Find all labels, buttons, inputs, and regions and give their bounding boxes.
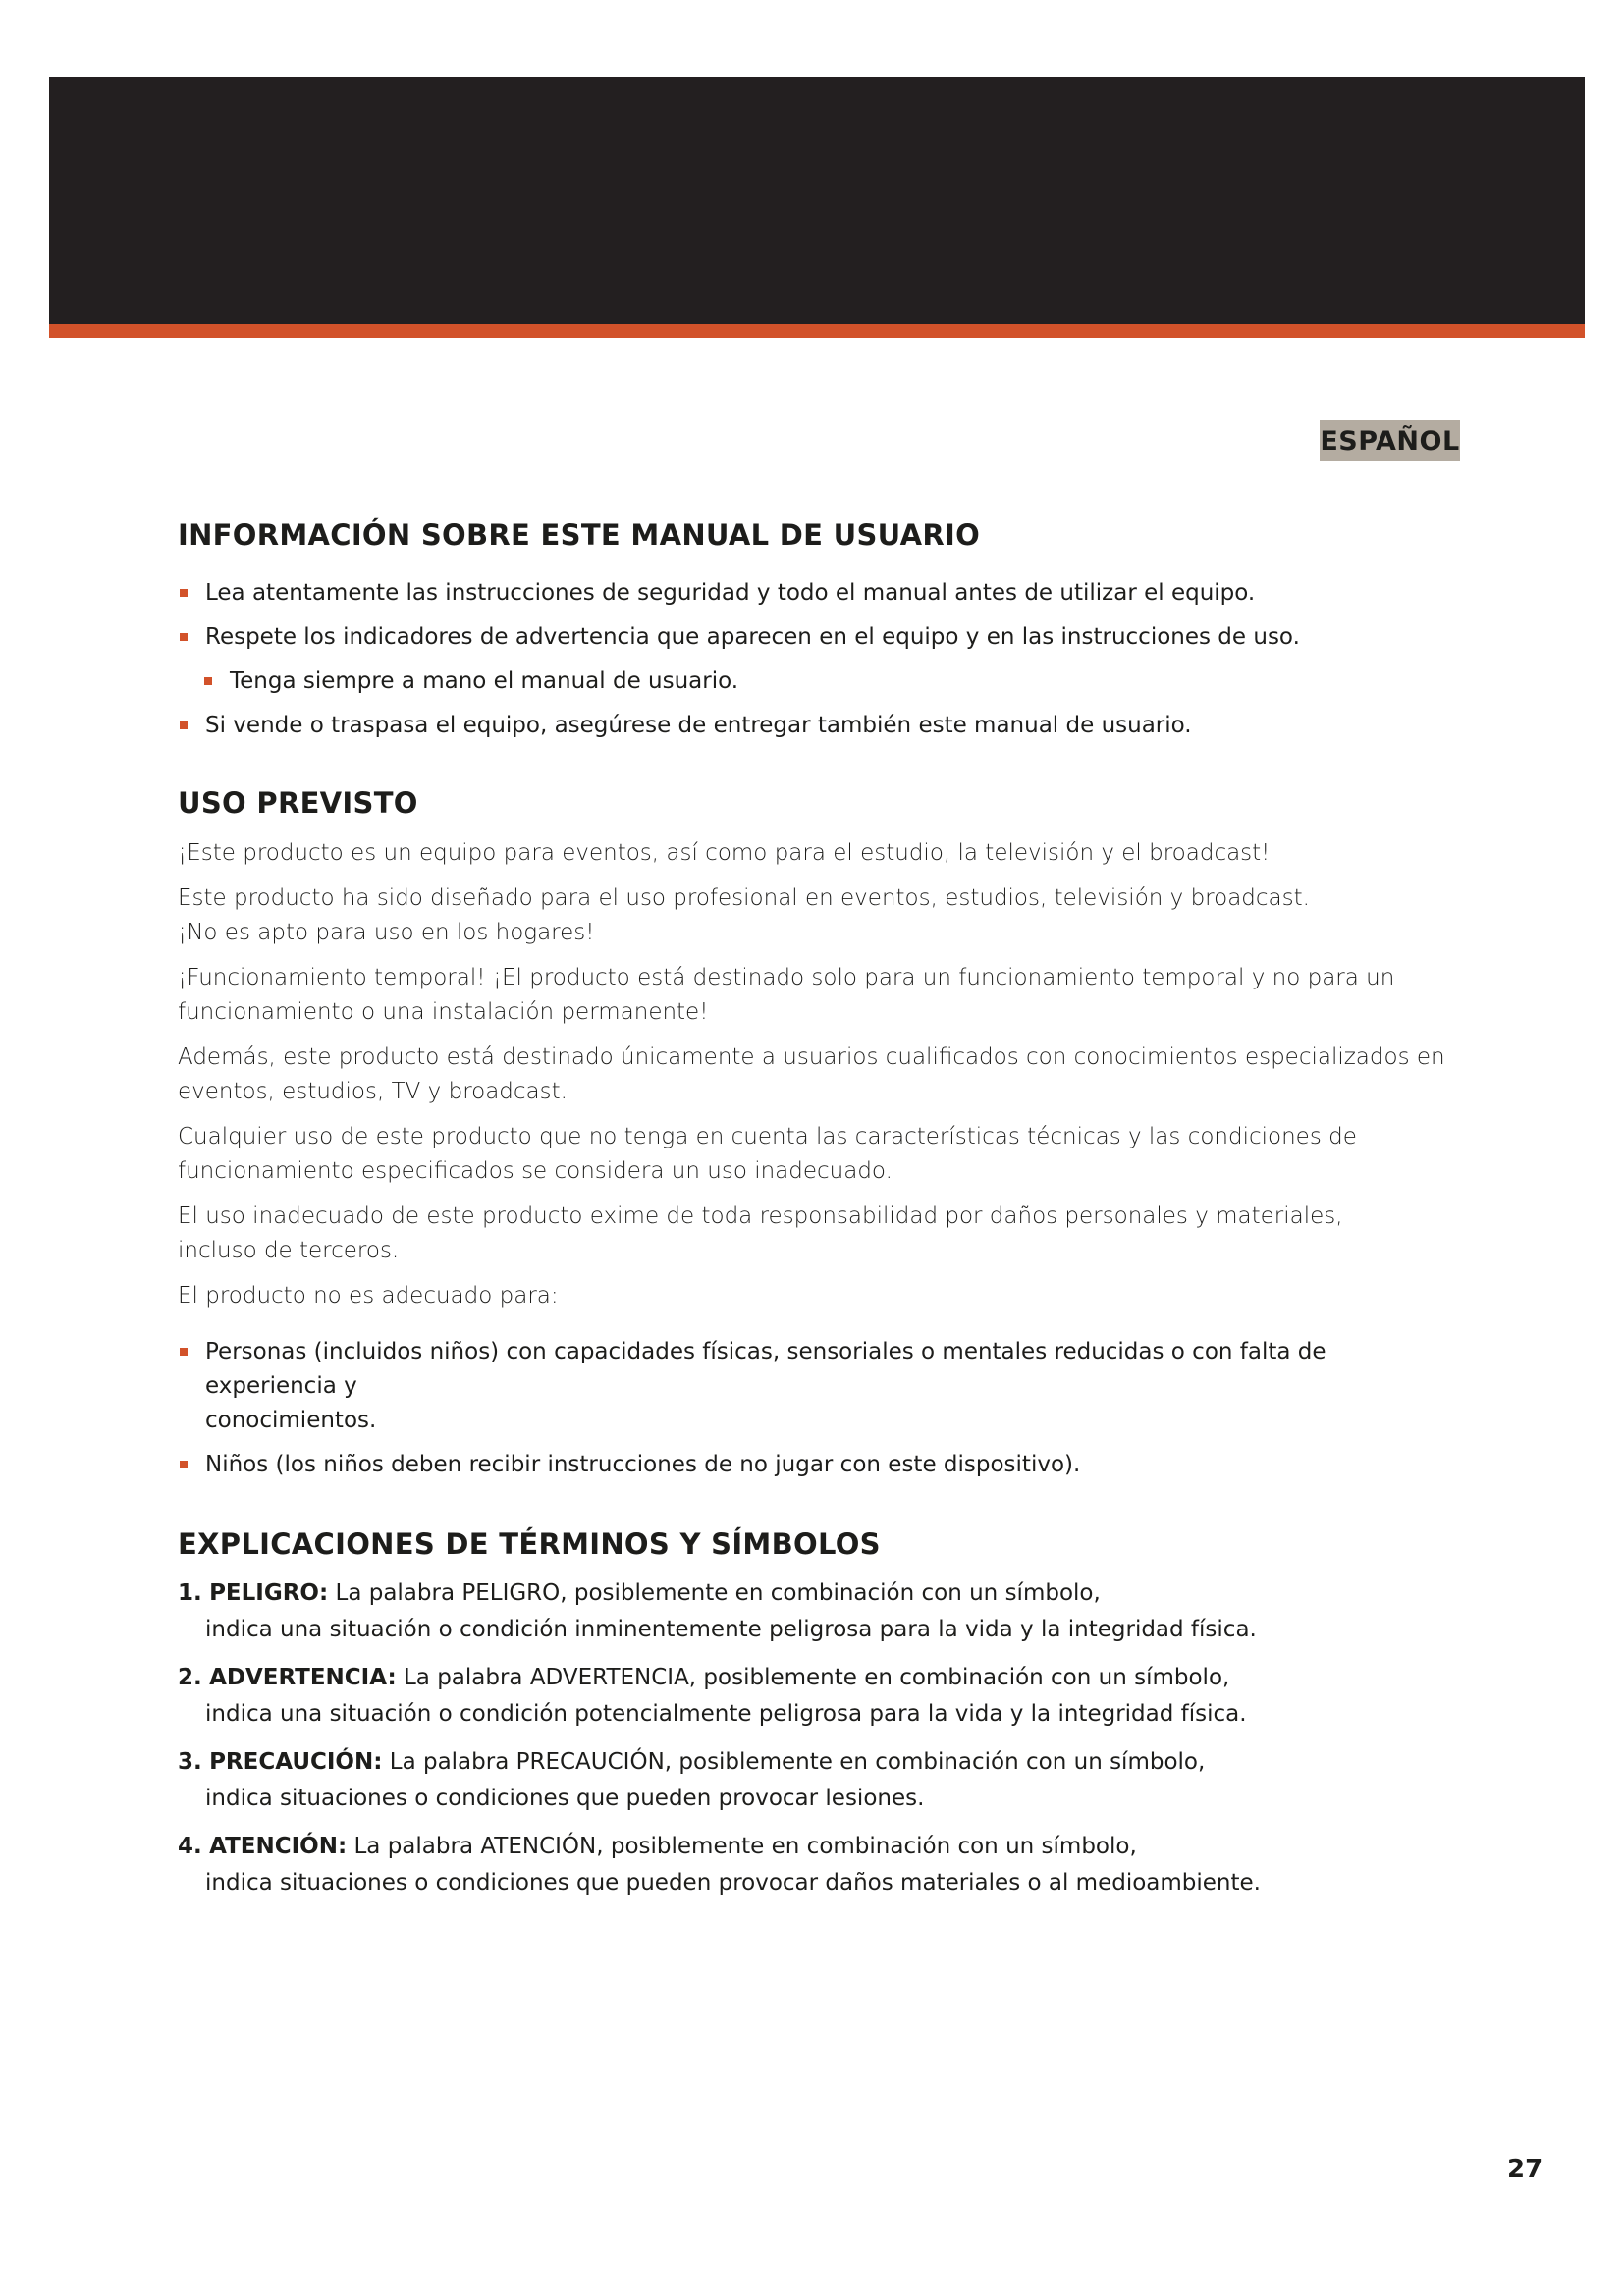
paragraph: funcionamiento especificados se considera un uso inadecuado.: [178, 1158, 893, 1184]
section-title-intended-use: USO PREVISTO: [178, 786, 418, 820]
term-number: 4.: [178, 1834, 202, 1859]
intended-use-text: [178, 836, 1454, 1313]
term-text: La palabra PELIGRO, posiblemente en combinación con un símbolo,: [335, 1580, 1101, 1606]
term-text: La palabra PRECAUCIÓN, posiblemente en combinación con un símbolo,: [389, 1749, 1206, 1775]
list-item: [178, 1335, 1454, 1438]
list-item: Niños (los niños deben recibir instrucciones de no jugar con este dispositivo).: [178, 1448, 1454, 1482]
term-text: indica una situación o condición potencialmente peligrosa para la vida y la integridad física.: [205, 1701, 1247, 1727]
list-item: Si vende o traspasa el equipo, asegúrese de entregar también este manual de usuario.: [178, 709, 1454, 743]
term-label: ATENCIÓN:: [209, 1834, 348, 1859]
term-label: PELIGRO:: [209, 1580, 329, 1606]
header-accent-stripe: [49, 324, 1585, 338]
term-text: indica situaciones o condiciones que pueden provocar daños materiales o al medioambiente.: [205, 1870, 1261, 1896]
paragraph: eventos, estudios, TV y broadcast.: [178, 1079, 568, 1104]
paragraph: El uso inadecuado de este producto exime de toda responsabilidad por daños personales y materiales,: [178, 1203, 1343, 1229]
term-text: La palabra ATENCIÓN, posiblemente en combinación con un símbolo,: [353, 1834, 1137, 1859]
term-item: [178, 1660, 1454, 1733]
term-item: [178, 1829, 1454, 1901]
term-number: 2.: [178, 1665, 202, 1690]
paragraph: El producto no es adecuado para:: [178, 1283, 559, 1308]
term-label: PRECAUCIÓN:: [209, 1749, 383, 1775]
paragraph: ¡Este producto es un equipo para eventos, así como para el estudio, la televisión y el broadcast!: [178, 840, 1271, 866]
paragraph: incluso de terceros.: [178, 1238, 400, 1263]
list-item: Lea atentamente las instrucciones de seguridad y todo el manual antes de utilizar el equipo.: [178, 576, 1454, 611]
not-suitable-list: [178, 1335, 1454, 1482]
section-title-terms-symbols: EXPLICACIONES DE TÉRMINOS Y SÍMBOLOS: [178, 1527, 881, 1561]
term-number: 1.: [178, 1580, 202, 1606]
paragraph: Cualquier uso de este producto que no tenga en cuenta las características técnicas y las condiciones de: [178, 1124, 1357, 1149]
term-text: indica una situación o condición inminentemente peligrosa para la vida y la integridad física.: [205, 1617, 1257, 1642]
language-badge: ESPAÑOL: [1320, 420, 1460, 461]
term-number: 3.: [178, 1749, 202, 1775]
list-item: Respete los indicadores de advertencia que aparecen en el equipo y en las instrucciones de uso.: [178, 620, 1454, 655]
page-number: 27: [1507, 2155, 1543, 2184]
paragraph: Este producto ha sido diseñado para el uso profesional en eventos, estudios, televisión y broadcast.: [178, 885, 1310, 911]
term-item: [178, 1744, 1454, 1817]
list-item-line: conocimientos.: [205, 1408, 377, 1433]
list-item: Tenga siempre a mano el manual de usuario.: [202, 665, 1454, 699]
term-text: La palabra ADVERTENCIA, posiblemente en combinación con un símbolo,: [403, 1665, 1230, 1690]
manual-info-list: [178, 576, 1454, 743]
list-item-line: Personas (incluidos niños) con capacidades físicas, sensoriales o mentales reducidas o con falta de experiencia y: [205, 1339, 1326, 1399]
paragraph: ¡No es apto para uso en los hogares!: [178, 920, 595, 945]
paragraph: ¡Funcionamiento temporal! ¡El producto está destinado solo para un funcionamiento temporal y no para un: [178, 965, 1395, 990]
terms-list: [178, 1575, 1454, 1901]
page-content: [178, 515, 1454, 1901]
term-label: ADVERTENCIA:: [209, 1665, 397, 1690]
header-band: [49, 77, 1585, 324]
term-item: [178, 1575, 1454, 1648]
term-text: indica situaciones o condiciones que pueden provocar lesiones.: [205, 1786, 925, 1811]
paragraph: funcionamiento o una instalación permanente!: [178, 999, 709, 1025]
section-title-manual-info: INFORMACIÓN SOBRE ESTE MANUAL DE USUARIO: [178, 518, 981, 552]
paragraph: Además, este producto está destinado únicamente a usuarios cualificados con conocimientos especializados en: [178, 1044, 1445, 1070]
